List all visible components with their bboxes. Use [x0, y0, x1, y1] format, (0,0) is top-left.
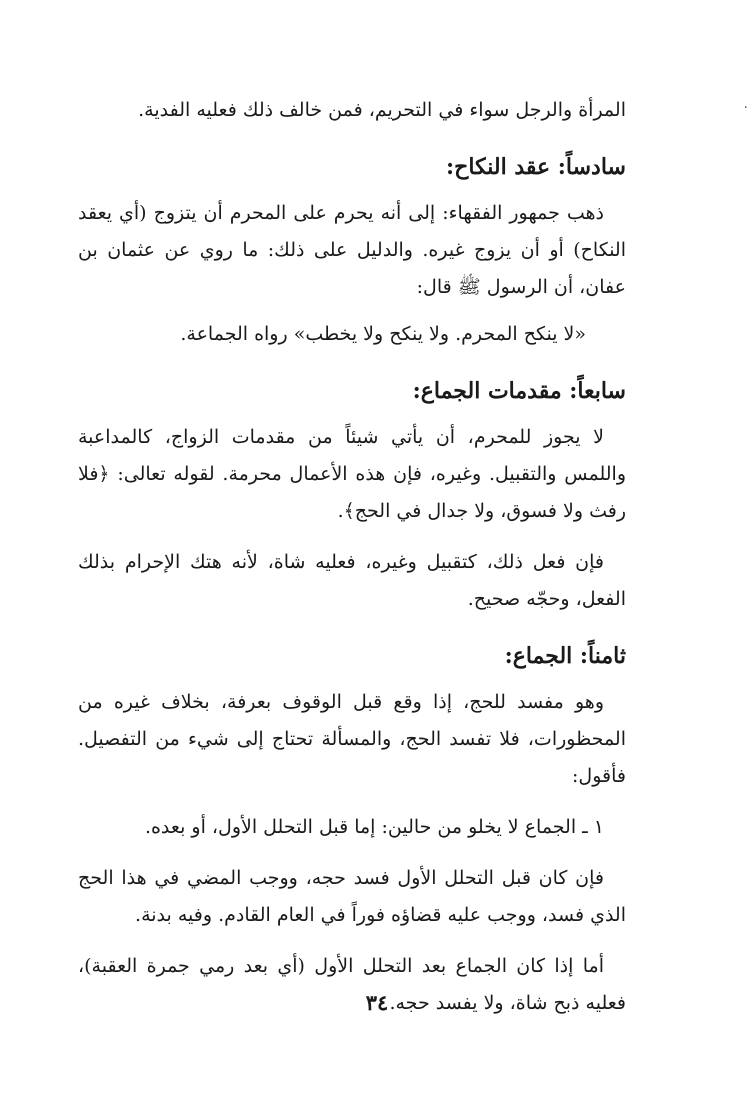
section-heading-intercourse: ثامناً: الجماع:	[504, 643, 626, 669]
continuation-paragraph: المرأة والرجل سواء في التحريم، فمن خالف ذلك فعليه الفدية.	[138, 99, 626, 121]
paragraph-after-first-release: أما إذا كان الجماع بعد التحلل الأول (أي بعد رمي جمرة العقبة)، فعليه ذبح شاة، ولا يفسد حجه.	[78, 955, 626, 1014]
paragraph-marriage-contract: ذهب جمهور الفقهاء: إلى أنه يحرم على المحرم أن يتزوج (أي يعقد النكاح) أو أن يزوج غيره. والدليل على ذلك: ما روي عن عثمان بن عفان، أن الرسول ﷺ قال:	[78, 202, 626, 298]
page-number: ٣٤	[365, 990, 389, 1015]
section-heading-intimacy-preliminaries: سابعاً: مقدمات الجماع:	[412, 378, 626, 404]
page-content	[78, 92, 626, 1022]
paragraph-intimacy-prohibition: لا يجوز للمحرم، أن يأتي شيئاً من مقدمات الزواج، كالمداعبة واللمس والتقبيل. وغيره، فإن هذه الأعمال محرمة. لقوله تعالى: ﴿فلا رفث ولا فسوق، ولا جدال في الحج﴾.	[78, 426, 626, 522]
hadith-quote: «لا ينكح المحرم. ولا ينكح ولا يخطب» رواه الجماعة.	[180, 323, 586, 345]
list-item-intercourse-cases: ١ ـ الجماع لا يخلو من حالين: إما قبل التحلل الأول، أو بعده.	[144, 816, 604, 838]
paragraph-intercourse-intro: وهو مفسد للحج، إذا وقع قبل الوقوف بعرفة، بخلاف غيره من المحظورات، فلا تفسد الحج، والمسألة تحتاج إلى شيء من التفصيل. فأقول:	[78, 691, 626, 787]
paragraph-before-first-release: فإن كان قبل التحلل الأول فسد حجه، ووجب المضي في هذا الحج الذي فسد، ووجب عليه قضاؤه فوراً في العام القادم. وفيه بدنة.	[78, 867, 626, 926]
section-heading-marriage-contract: سادساً: عقد النكاح:	[446, 154, 626, 180]
margin-mark: ·	[743, 100, 748, 116]
paragraph-intimacy-penalty: فإن فعل ذلك، كتقبيل وغيره، فعليه شاة، لأنه هتك الإحرام بذلك الفعل، وحجّه صحيح.	[78, 551, 626, 610]
